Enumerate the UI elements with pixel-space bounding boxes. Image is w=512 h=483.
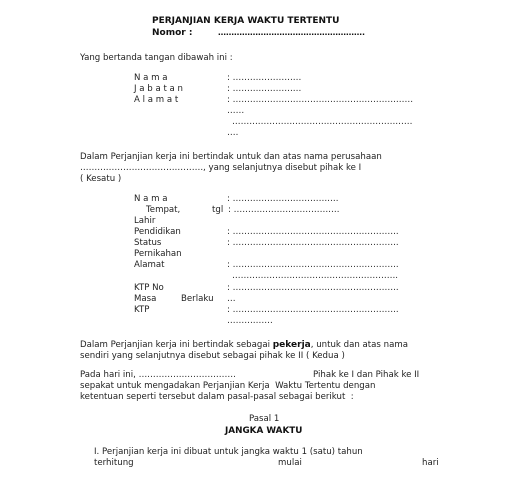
- para2-line1-bold: pekerja: [272, 340, 311, 350]
- party2-ktp-value: : ………………………………………………….: [227, 283, 399, 293]
- party2-pernikahan-label: Pernikahan: [134, 249, 182, 259]
- intro-text: Yang bertanda tangan dibawah ini :: [80, 53, 233, 63]
- party2-pendidikan-label: Pendidikan: [134, 227, 181, 237]
- party1-alamat-cont2: ………………………………………………………: [232, 117, 413, 127]
- party2-masa-label: Masa: [134, 294, 157, 304]
- party2-alamat-cont: ………………………………………………….: [232, 271, 399, 281]
- party1-jabatan-label: J a b a t a n: [134, 84, 183, 94]
- party1-alamat-label: A l a m a t: [134, 95, 179, 105]
- para2-line1: [80, 340, 408, 350]
- party1-nama-value: : ……………………: [227, 73, 302, 83]
- party1-alamat-value: : ………………………………………………………: [227, 95, 414, 105]
- para2-line2: sendiri yang selanjutnya disebut sebagai pihak ke II ( Kedua ): [80, 351, 345, 361]
- party2-status-value: : ………………………………………………….: [227, 238, 399, 248]
- para1-line3: ( Kesatu ): [80, 174, 122, 184]
- party2-status-label: Status: [134, 238, 162, 248]
- party2-tgl-label: tgl: [212, 205, 224, 215]
- party1-alamat-cont1: ……: [227, 106, 245, 116]
- party2-tempat-value: : ……………………………….: [228, 205, 340, 215]
- party2-pendidikan-value: : ………………………………………………….: [227, 227, 399, 237]
- party1-nama-label: N a m a: [134, 73, 168, 83]
- item1-mulai: mulai: [278, 458, 302, 468]
- para2-line1-b: , untuk dan atas nama: [310, 340, 408, 350]
- nomor-dots: ……………………………………………….: [218, 28, 366, 37]
- party2-masa-value: …: [227, 294, 236, 304]
- para3-line1-b: Pihak ke I dan Pihak ke II: [313, 370, 420, 380]
- party1-jabatan-value: : ……………………: [227, 84, 302, 94]
- para3-line2: sepakat untuk mengadakan Perjanjian Kerja Waktu Tertentu dengan: [80, 381, 376, 391]
- party2-alamat-label: Alamat: [134, 260, 165, 270]
- item1-terhitung: terhitung: [94, 458, 134, 468]
- nomor-label: Nomor :: [152, 28, 193, 38]
- party2-nama-label: N a m a: [134, 194, 168, 204]
- party1-alamat-cont3: ….: [227, 128, 239, 138]
- document-title: PERJANJIAN KERJA WAKTU TERTENTU: [152, 16, 340, 26]
- para1-line1: Dalam Perjanjian kerja ini bertindak untuk dan atas nama perusahaan: [80, 152, 382, 162]
- para1-line2: ……………………………………., yang selanjutnya disebut pihak ke I: [80, 163, 362, 173]
- party2-nama-value: : ……………………………….: [227, 194, 339, 204]
- para3-line1-a: Pada hari ini, …………………………….: [80, 370, 236, 380]
- party2-ktp2-label: KTP: [134, 305, 150, 315]
- party2-alamat-value: : ………………………………………………….: [227, 260, 399, 270]
- pasal-title: JANGKA WAKTU: [225, 426, 303, 436]
- party2-lahir-label: Lahir: [134, 216, 156, 226]
- party2-tempat-label: Tempat,: [146, 205, 181, 215]
- para3-line3: ketentuan seperti tersebut dalam pasal-pasal sebagai berikut :: [80, 392, 354, 402]
- item1-line1: I. Perjanjian kerja ini dibuat untuk jangka waktu 1 (satu) tahun: [94, 447, 363, 457]
- party2-ktp2-cont: …………….: [227, 316, 273, 326]
- item1-hari: hari: [422, 458, 439, 468]
- pasal-label: Pasal 1: [249, 414, 280, 424]
- para2-line1-a: Dalam Perjanjian kerja ini bertindak sebagai: [80, 340, 273, 350]
- party2-ktp-label: KTP No: [134, 283, 164, 293]
- party2-berlaku-label: Berlaku: [181, 294, 214, 304]
- party2-ktp2-value: : ………………………………………………….: [227, 305, 399, 315]
